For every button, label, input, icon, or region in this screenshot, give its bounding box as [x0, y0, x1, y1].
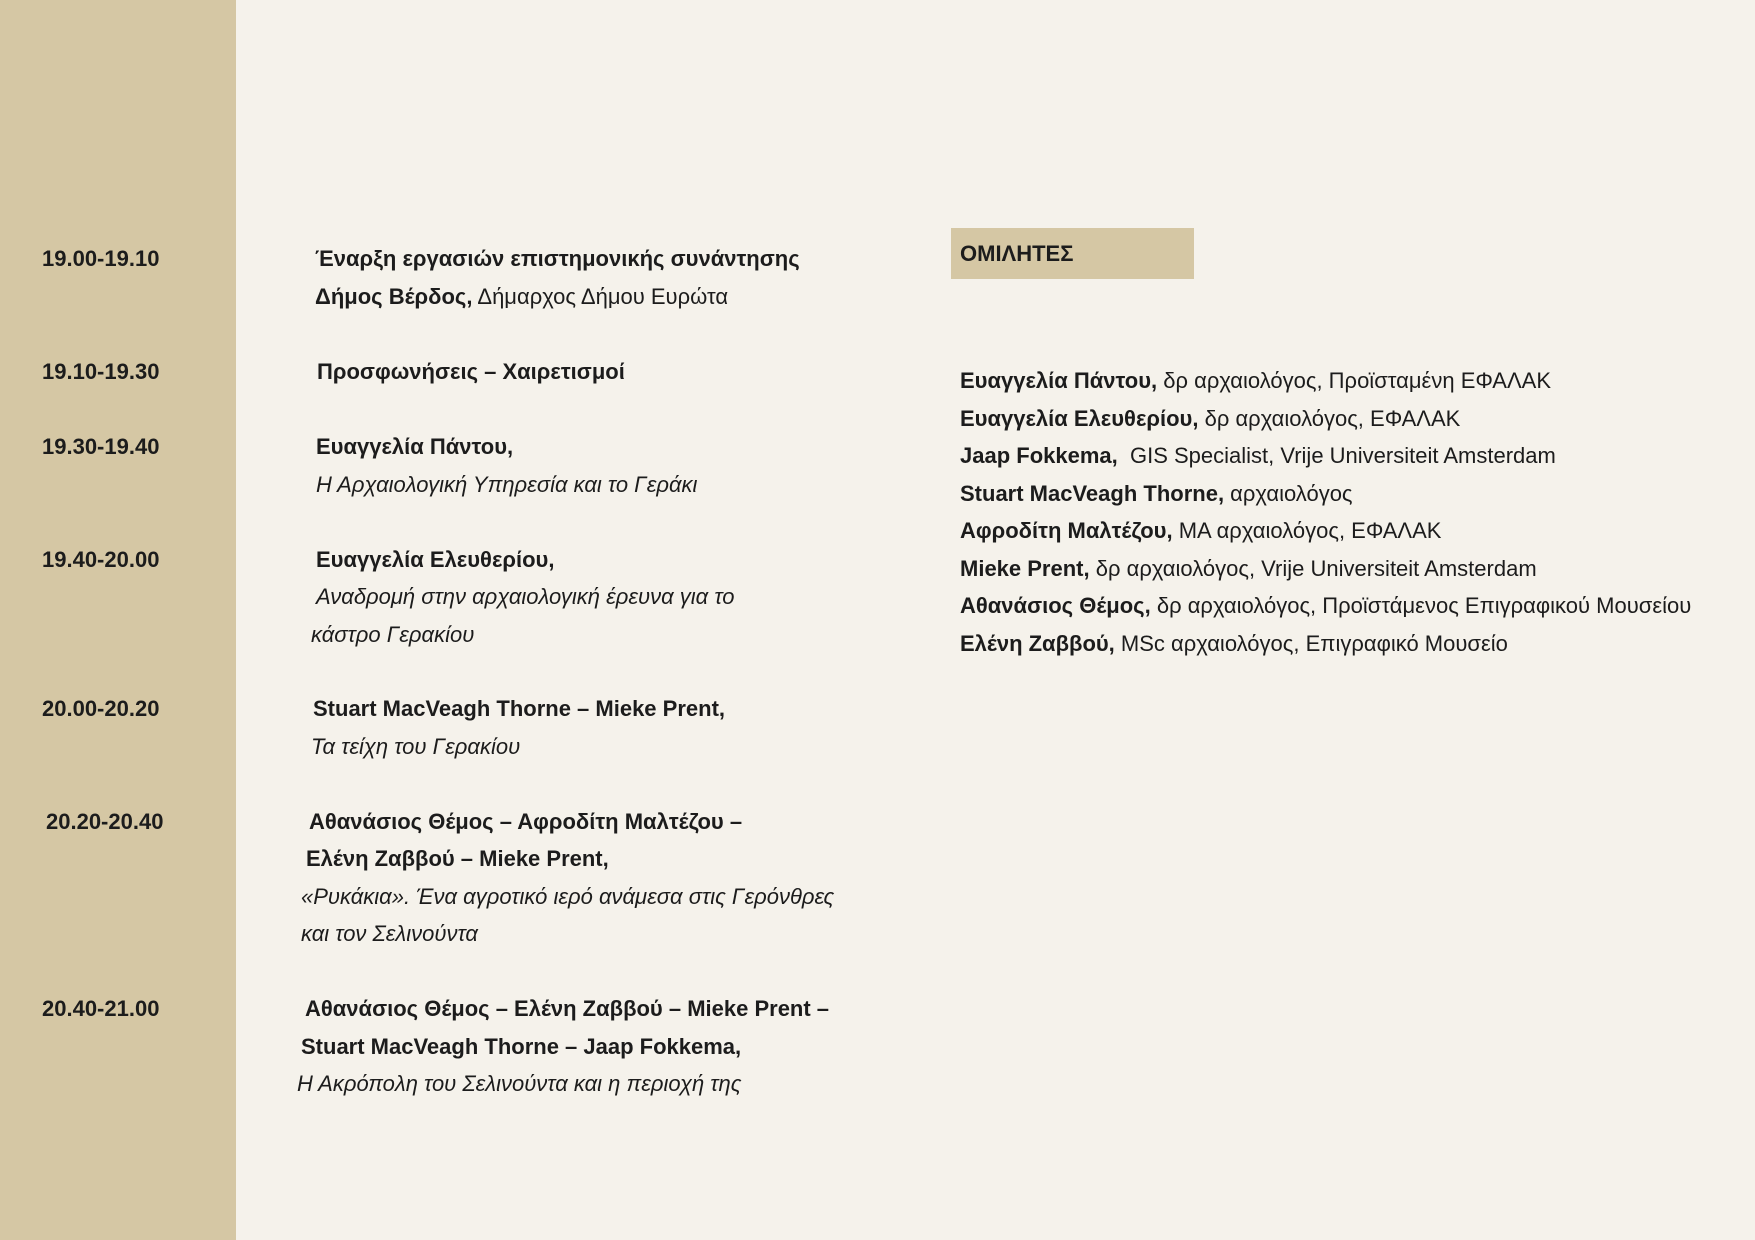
program-speaker-name: Ευαγγελία Πάντου,	[316, 434, 514, 459]
speaker-name: Stuart MacVeagh Thorne,	[960, 481, 1225, 506]
speaker-entry	[960, 625, 1508, 662]
program-time: 20.40-21.00	[42, 996, 160, 1021]
program-speaker-name: Δήμος Βέρδος,	[315, 284, 473, 309]
speaker-entry	[960, 362, 1551, 399]
program-talk-title: Αναδρομή στην αρχαιολογική έρευνα για το	[316, 584, 735, 609]
speaker-role: MSc αρχαιολόγος, Επιγραφικό Μουσείο	[1114, 631, 1508, 656]
speaker-role: MA αρχαιολόγος, ΕΦΑΛΑΚ	[1172, 518, 1442, 543]
program-talk-title: Η Ακρόπολη του Σελινούντα και η περιοχή της	[297, 1071, 742, 1096]
speaker-entry	[960, 400, 1460, 437]
speaker-role: δρ αρχαιολόγος, ΕΦΑΛΑΚ	[1198, 406, 1461, 431]
program-speaker-name: Αθανάσιος Θέμος – Αφροδίτη Μαλτέζου –	[309, 809, 743, 834]
program-talk-title: «Ρυκάκια». Ένα αγροτικό ιερό ανάμεσα στις Γερόνθρες	[301, 884, 835, 909]
speaker-role: αρχαιολόγος	[1224, 481, 1353, 506]
speaker-name: Jaap Fokkema,	[960, 443, 1118, 468]
speaker-role: GIS Specialist, Vrije Universiteit Amsterdam	[1117, 443, 1556, 468]
program-talk-title: Η Αρχαιολογική Υπηρεσία και το Γεράκι	[316, 472, 698, 497]
speaker-role: δρ αρχαιολόγος, Προϊστάμενος Επιγραφικού Μουσείου	[1150, 593, 1692, 618]
speakers-heading: ΟΜΙΛΗΤΕΣ	[951, 228, 1194, 279]
speaker-entry	[960, 587, 1691, 624]
speaker-entry	[960, 550, 1537, 587]
program-time: 20.00-20.20	[42, 696, 160, 721]
program-talk-title: Τα τείχη του Γερακίου	[311, 734, 521, 759]
speaker-entry	[960, 437, 1556, 474]
program-time: 19.00-19.10	[42, 246, 160, 271]
program-speaker-role: Δήμαρχος Δήμου Ευρώτα	[472, 284, 729, 309]
program-time: 19.30-19.40	[42, 434, 160, 459]
program-title: Έναρξη εργασιών επιστημονικής συνάντησης	[315, 246, 800, 271]
speaker-entry	[960, 512, 1441, 549]
left-accent-band	[0, 0, 236, 1240]
speaker-name: Αθανάσιος Θέμος,	[960, 593, 1151, 618]
program-speaker-name: Αθανάσιος Θέμος – Ελένη Ζαββού – Mieke Prent –	[305, 996, 830, 1021]
speaker-name: Αφροδίτη Μαλτέζου,	[960, 518, 1173, 543]
program-time: 20.20-20.40	[46, 809, 164, 834]
speaker-role: δρ αρχαιολόγος, Προϊσταμένη ΕΦΑΛΑΚ	[1157, 368, 1552, 393]
speaker-entry	[960, 475, 1353, 512]
program-talk-title: κάστρο Γερακίου	[311, 622, 475, 647]
program-speaker-name: Ελένη Ζαββού – Mieke Prent,	[306, 846, 609, 871]
speaker-role: δρ αρχαιολόγος, Vrije Universiteit Amsterdam	[1089, 556, 1537, 581]
speaker-name: Ευαγγελία Πάντου,	[960, 368, 1158, 393]
program-speaker-name: Ευαγγελία Ελευθερίου,	[316, 547, 555, 572]
program-time: 19.40-20.00	[42, 547, 160, 572]
program-time: 19.10-19.30	[42, 359, 160, 384]
program-title: Προσφωνήσεις – Χαιρετισμοί	[317, 359, 625, 384]
speaker-name: Ελένη Ζαββού,	[960, 631, 1115, 656]
speaker-name: Ευαγγελία Ελευθερίου,	[960, 406, 1199, 431]
speaker-name: Mieke Prent,	[960, 556, 1090, 581]
program-speaker-line	[315, 278, 728, 315]
program-speaker-name: Stuart MacVeagh Thorne – Mieke Prent,	[313, 696, 726, 721]
program-speaker-name: Stuart MacVeagh Thorne – Jaap Fokkema,	[301, 1034, 742, 1059]
program-talk-title: και τον Σελινούντα	[301, 921, 478, 946]
